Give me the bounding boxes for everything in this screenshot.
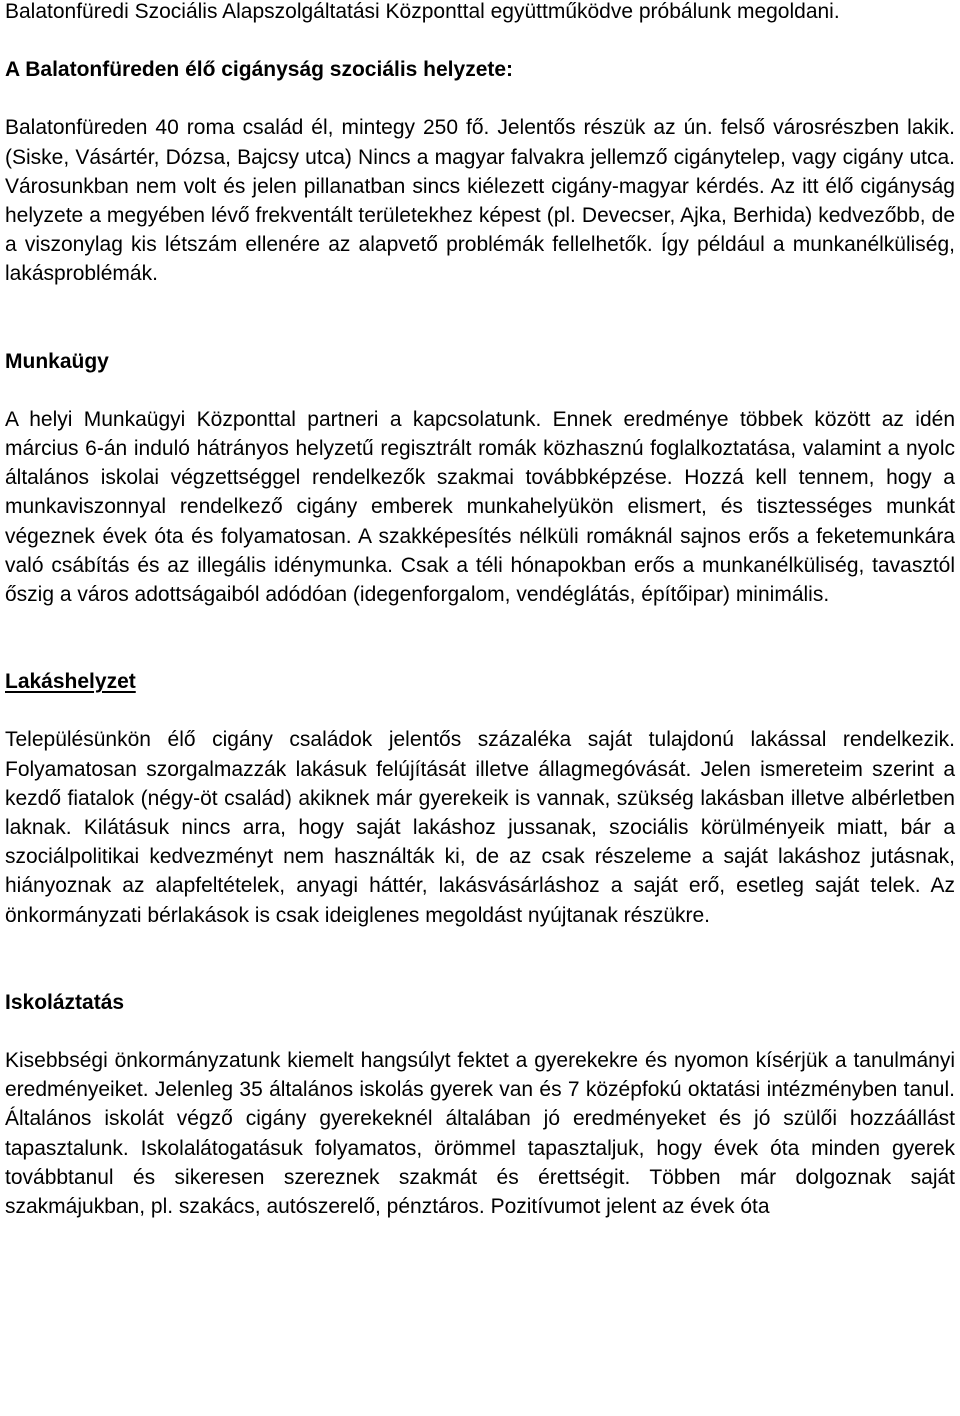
- munkaugy-paragraph: A helyi Munkaügyi Központtal partneri a kapcsolatunk. Ennek eredménye többek között az idén március 6-án induló hátrányos helyzetű regisztrált romák közhasznú foglalkoztatása, valamint a nyolc általános iskolai végzettséggel rendelkezők szakmai továbbképzése. Hozzá kell tennem, hogy a munkaviszonnyal rendelkező cigány emberek munkahelyükön elismert, és tisztességes munkát végeznek évek óta és folyamatosan. A szakképesítés nélküli romáknál sajnos erős a feketemunkára való csábítás és az illegális idénymunka. Csak a téli hónapokban erős a munkanélküliség, tavasztól őszig a város adottságaiból adódóan (idegenforgalom, vendéglátás, építőipar) minimális.: [5, 407, 955, 607]
- situation-heading: A Balatonfüreden élő cigányság szociális helyzete:: [5, 58, 514, 82]
- intro-paragraph: Balatonfüredi Szociális Alapszolgáltatási Központtal együttműködve próbálunk megoldani.: [5, 0, 840, 23]
- iskoloztatas-heading: Iskoláztatás: [5, 990, 125, 1014]
- document-page: [5, 0, 955, 1221]
- munkaugy-heading: Munkaügy: [5, 349, 109, 373]
- lakashelyzet-paragraph: Településünkön élő cigány családok jelentős százaléka saját tulajdonú lakással rendelkezik. Folyamatosan szorgalmazzák lakásuk felújítását illetve állagmegóvását. Jelen ismereteim szerint a kezdő fiatalok (négy-öt család) akiknek már gyerekeik is vannak, szükség lakásban illetve albérletben laknak. Kilátásuk nincs arra, hogy saját lakáshoz jussanak, szociális körülményeik miatt, bár a szociálpolitikai kedvezményt nem használták ki, de az csak részeleme a saját lakáshoz jutásnak, hiányoznak az alapfeltételek, anyagi háttér, lakásvásárláshoz a saját erő, esetleg saját telek. Az önkormányzati bérlakások is csak ideiglenes megoldást nyújtanak részükre.: [5, 728, 955, 927]
- situation-paragraph: Balatonfüreden 40 roma család él, mintegy 250 fő. Jelentős részük az ún. felső városrészben lakik. (Siske, Vásártér, Dózsa, Bajcsy utca) Nincs a magyar falvakra jellemző cigánytelep, vagy cigány utca. Városunkban nem volt és jelen pillanatban sincs kiélezett cigány-magyar kérdés. Az itt élő cigányság helyzete a megyében lévő frekventált területekhez képest (pl. Devecser, Ajka, Berhida) kedvezőbb, de a viszonylag kis létszám ellenére az alapvető problémák fellelhetők. Így például a munkanélküliség, lakásproblémák.: [5, 116, 955, 286]
- iskoloztatas-paragraph: Kisebbségi önkormányzatunk kiemelt hangsúlyt fektet a gyerekekre és nyomon kísérjük a tanulmányi eredményeiket. Jelenleg 35 általános iskolás gyerek van és 7 középfokú oktatási intézményben tanul. Általános iskolát végző cigány gyerekeknél általában jó eredményeket és jó szülői hozzáállást tapasztalunk. Iskolalátogatásuk folyamatos, örömmel tapasztaljuk, hogy évek óta minden gyerek továbbtanul és sikeresen szereznek szakmát és érettségit. Többen már dolgoznak saját szakmájukban, pl. szakács, autószerelő, pénztáros. Pozitívumot jelent az évek óta: [5, 1049, 955, 1219]
- lakashelyzet-heading: Lakáshelyzet: [5, 670, 136, 694]
